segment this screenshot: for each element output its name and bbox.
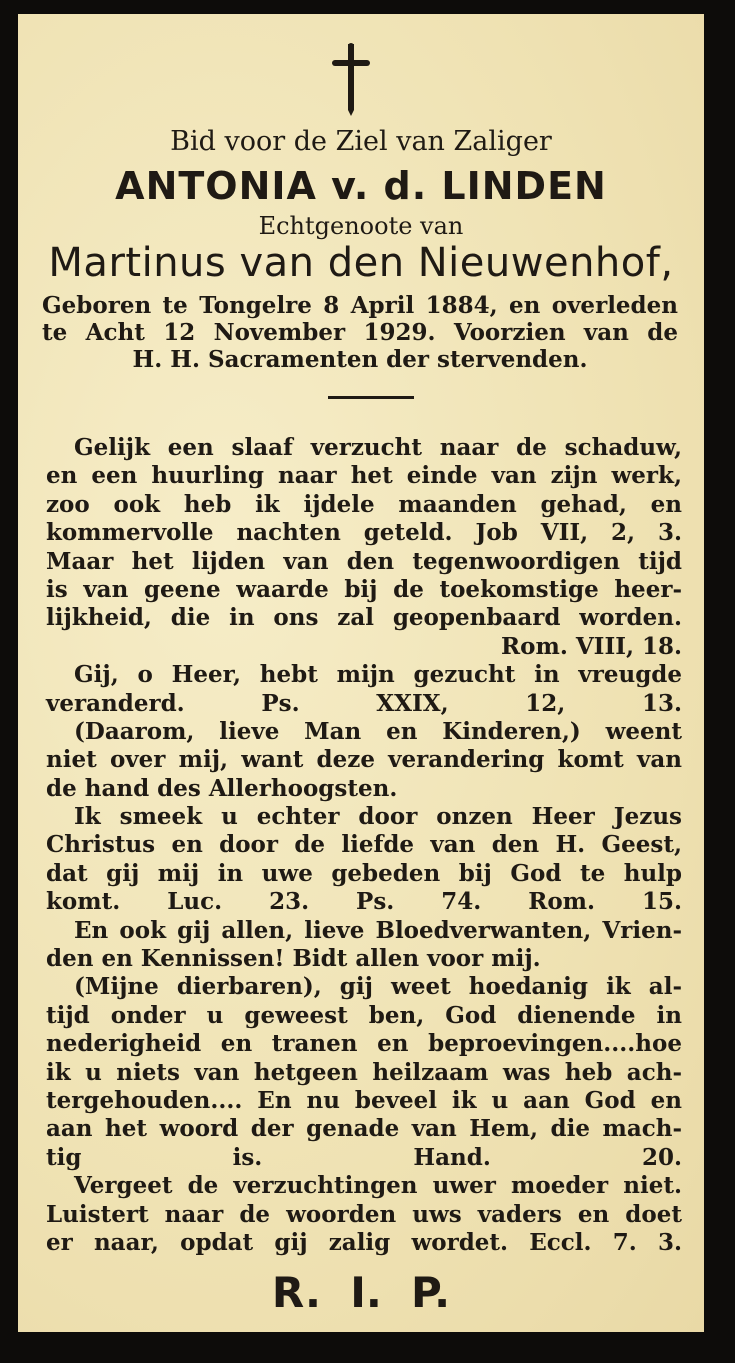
- relation-line: Echtgenoote van: [258, 212, 464, 240]
- verse-line: veranderd. Ps. XXIX, 12, 13.: [46, 689, 682, 717]
- verse-text: [46, 434, 682, 1257]
- verse-line: Rom. VIII, 18.: [501, 632, 682, 660]
- birth-line: te Acht 12 November 1929. Voorzien van de: [42, 319, 678, 346]
- divider: [328, 396, 414, 399]
- birth-line: H. H. Sacramenten der stervenden.: [132, 346, 588, 373]
- verse-line: aan het woord der genade van Hem, die mach-: [46, 1115, 682, 1143]
- verse-line: Gelijk een slaaf verzucht naar de schaduw,: [74, 434, 682, 461]
- verse-line: Ik smeek u echter door onzen Heer Jezus: [74, 803, 682, 831]
- verse-line: ik u niets van hetgeen heilzaam was heb ach-: [46, 1058, 682, 1086]
- verse-line: en een huurling naar het einde van zijn werk,: [46, 462, 682, 490]
- verse-line: is van geene waarde bij de toekomstige heer-: [46, 575, 682, 603]
- deceased-name: ANTONIA v. d. LINDEN: [115, 164, 607, 208]
- birth-death-text: [42, 292, 678, 373]
- rip-text: R. I. P.: [271, 1268, 451, 1317]
- memorial-card: [18, 14, 704, 1332]
- verse-line: niet over mij, want deze verandering komt van: [46, 746, 682, 774]
- verse-line: (Mijne dierbaren), gij weet hoedanig ik al-: [74, 973, 682, 1001]
- cross-icon: [331, 42, 371, 118]
- verse-line: komt. Luc. 23. Ps. 74. Rom. 15.: [46, 888, 682, 916]
- verse-line: er naar, opdat gij zalig wordet. Eccl. 7. 3.: [46, 1228, 682, 1256]
- verse-line: Luistert naar de woorden uws vaders en doet: [46, 1200, 682, 1228]
- verse-line: Vergeet de verzuchtingen uwer moeder niet.: [74, 1172, 682, 1200]
- verse-line: de hand des Allerhoogsten.: [46, 774, 398, 802]
- verse-line: tijd onder u geweest ben, God dienende in: [46, 1001, 682, 1029]
- verse-line: Christus en door de liefde van den H. Geest,: [46, 831, 682, 859]
- prayer-line: Bid voor de Ziel van Zaliger: [170, 126, 552, 157]
- verse-line: zoo ook heb ik ijdele maanden gehad, en: [46, 490, 682, 518]
- verse-line: tig is. Hand. 20.: [46, 1143, 682, 1171]
- verse-line: dat gij mij in uwe gebeden bij God te hulp: [46, 859, 682, 887]
- verse-line: Maar het lijden van den tegenwoordigen tijd: [46, 547, 682, 575]
- spouse-name: Martinus van den Nieuwenhof,: [48, 240, 674, 286]
- verse-line: kommervolle nachten geteld. Job VII, 2, 3.: [46, 519, 682, 547]
- verse-line: tergehouden.... En nu beveel ik u aan God en: [46, 1086, 682, 1114]
- verse-line: (Daarom, lieve Man en Kinderen,) weent: [74, 717, 682, 745]
- verse-line: den en Kennissen! Bidt allen voor mij.: [46, 945, 541, 973]
- verse-line: lijkheid, die in ons zal geopenbaard worden.: [46, 604, 682, 632]
- verse-line: En ook gij allen, lieve Bloedverwanten, Vrien-: [74, 916, 682, 944]
- verse-line: nederigheid en tranen en beproevingen....hoe: [46, 1030, 682, 1058]
- birth-line: Geboren te Tongelre 8 April 1884, en overleden: [42, 292, 678, 319]
- verse-line: Gij, o Heer, hebt mijn gezucht in vreugde: [74, 661, 682, 689]
